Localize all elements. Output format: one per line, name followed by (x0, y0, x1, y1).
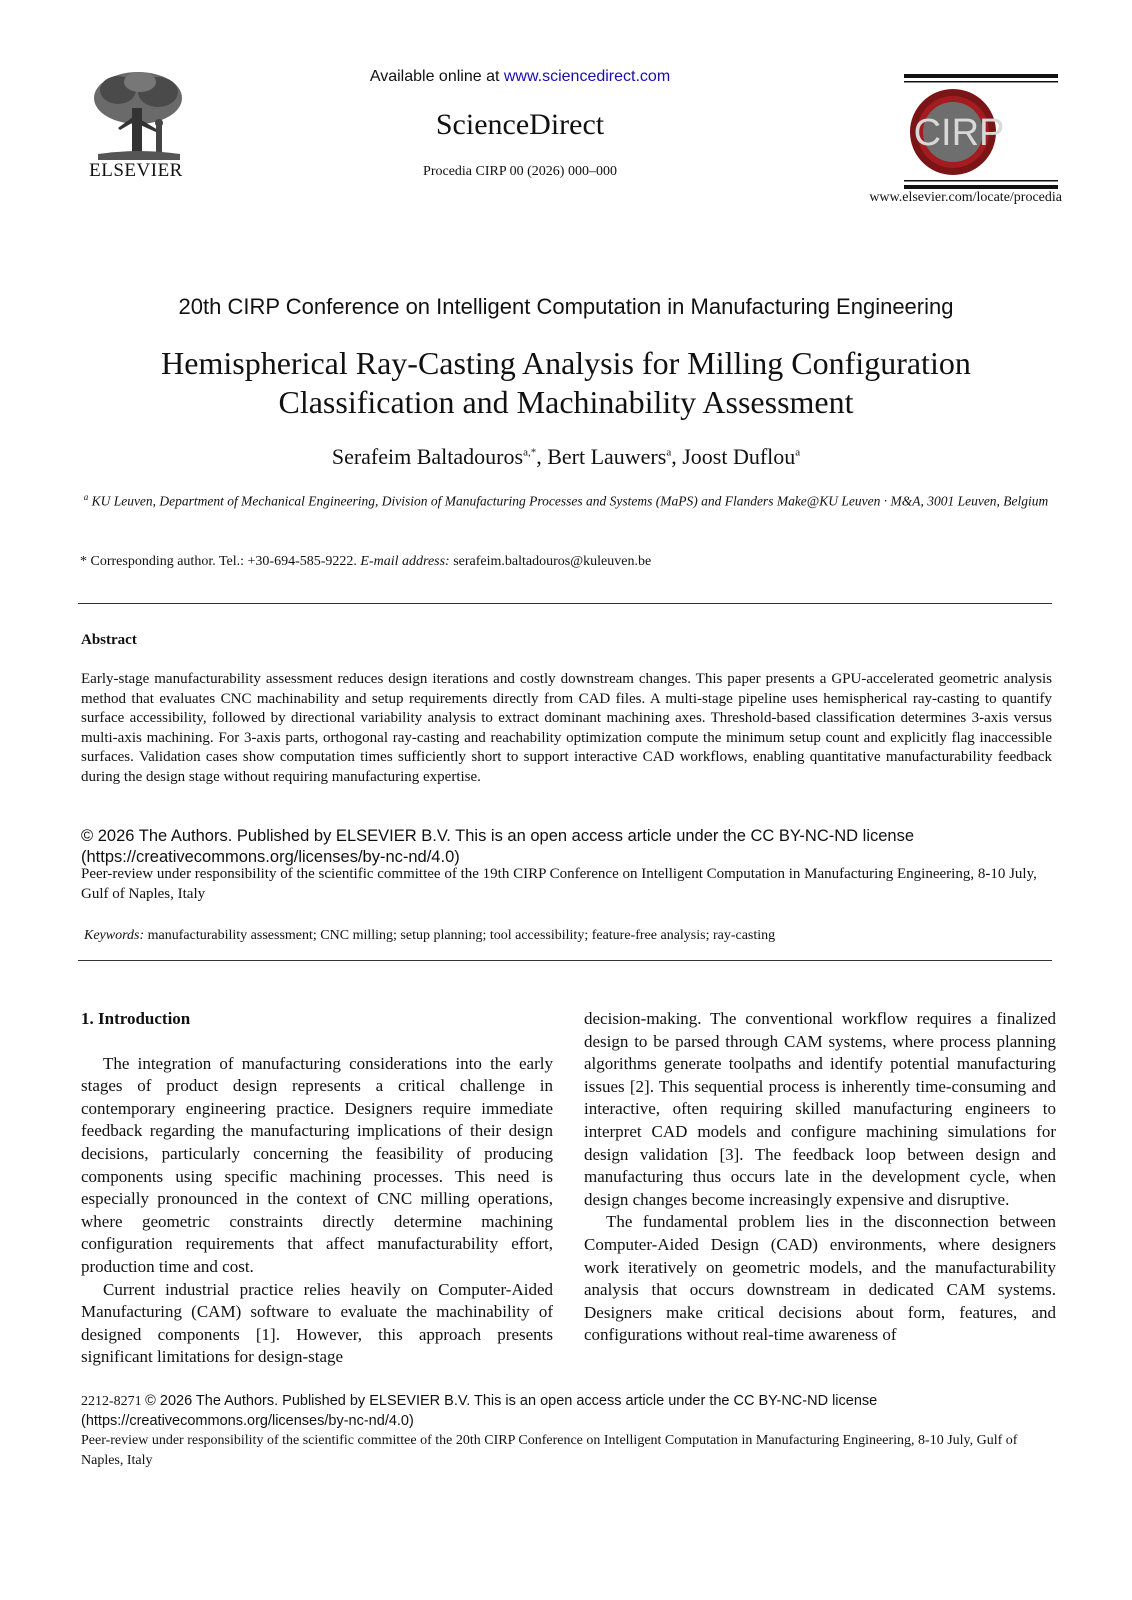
corresponding-author (80, 554, 1052, 570)
author-affiliation-mark: a,* (523, 446, 537, 459)
copyright-line-1: © 2026 The Authors. Published by ELSEVIER B.V. This is an open access article under the CC BY-NC-ND license (81, 827, 915, 845)
author-affiliation-mark: a (795, 446, 801, 459)
body-paragraph: The fundamental problem lies in the disconnection between Computer-Aided Design (CAD) environments, where designers work iteratively on geometric models, and the manufacturability analysis that occurs downstream in dedicated CAM systems. Designers make critical decisions about form, features, and configurations without real-time awareness of (584, 1212, 1056, 1345)
body-paragraph: decision-making. The conventional workflow requires a finalized design to be parsed through CAM systems, where process planning algorithms generate toolpaths and identify potential manufacturing issues [2]. This sequential process is inherently time-consuming and interactive, often requiring skilled manufacturing engineers to interpret CAD models and configure machining simulations for design validation [3]. The feedback loop between design and manufacturing thus occurs late in the development cycle, when design changes become increasingly expensive and disruptive. (584, 1009, 1056, 1209)
affiliation-mark: a (83, 492, 89, 502)
email-address: serafeim.baltadouros@kuleuven.be (453, 554, 652, 569)
divider-bottom (78, 960, 1052, 961)
paper-title (60, 344, 1072, 422)
body-column-left (81, 1008, 553, 1369)
peer-review-notice: Peer-review under responsibility of the scientific committee of the 19th CIRP Conference on Intelligent Computation in Manufacturing Engineering, 8-10 July, Gulf of Naples, Italy (81, 866, 1037, 902)
title-line-2: Classification and Machinability Assessment (278, 384, 854, 420)
abstract-heading: Abstract (81, 632, 137, 648)
abstract-text: Early-stage manufacturability assessment reduces design iterations and costly downstream changes. This paper presents a GPU-accelerated geometric analysis method that evaluates CNC machinability and setup requirements directly from CAD files. A multi-stage pipeline uses hemispherical ray-casting to quantify surface accessibility, followed by directional variability analysis to extract dominant machining axes. Threshold-based classification determines 3-axis versus multi-axis machining. For 3-axis parts, orthogonal ray-casting and reachability optimization compute the minimum setup count and explicitly flag inaccessible surfaces. Validation cases show computation times sufficiently short to support interactive CAD workflows, enabling quantitative manufacturability feedback during the design stage without requiring manufacturing expertise. (81, 671, 1052, 785)
author-name: Joost Duflou (682, 444, 796, 469)
page-footer (81, 1392, 1061, 1470)
author-name: Serafeim Baltadouros (331, 444, 524, 469)
elsevier-wordmark: ELSEVIER (89, 160, 183, 181)
author-name: Bert Lauwers (547, 444, 667, 469)
divider-top (78, 603, 1052, 604)
footer-peer-review: Peer-review under responsibility of the scientific committee of the 20th CIRP Conference on Intelligent Computation in Manufacturing Engineering, 8-10 July, Gulf of Naples, Italy (81, 1433, 1018, 1468)
keywords-text: manufacturability assessment; CNC milling; setup planning; tool accessibility; feature-free analysis; ray-casting (144, 928, 776, 943)
corresponding-prefix: * Corresponding author. Tel.: +30-694-585-9222. (80, 554, 361, 569)
cirp-logo-text: CIRP (913, 112, 1005, 154)
author-list: Serafeim Baltadouros$^{a,*}$, Bert Lauwers$^a$, Joost Duflou$^a$ (331, 444, 801, 469)
journal-reference: Procedia CIRP 00 (2026) 000–000 (423, 164, 617, 179)
issn: 2212-8271 (81, 1394, 146, 1409)
cirp-logo (904, 74, 1058, 192)
email-label: E-mail address: (360, 554, 450, 569)
copyright-line-2: (https://creativecommons.org/licenses/by-nc-nd/4.0) (81, 848, 460, 866)
copyright-notice (81, 826, 1052, 868)
sciencedirect-link[interactable]: www.sciencedirect.com (503, 68, 671, 85)
affiliation-text: KU Leuven, Department of Mechanical Engineering, Division of Manufacturing Processes and Systems (MaPS) and Flanders Make@KU Leuven · M&A, 3001 Leuven, Belgium (91, 493, 1049, 509)
body-paragraph: Current industrial practice relies heavily on Computer-Aided Manufacturing (CAM) software to evaluate the machinability of designed components [1]. However, this approach presents significant limitations for design-stage (81, 1279, 553, 1367)
available-online-line (300, 68, 740, 86)
footer-license-line-2: (https://creativecommons.org/licenses/by-nc-nd/4.0) (81, 1412, 414, 1429)
title-line-1: Hemispherical Ray-Casting Analysis for Milling Configuration (161, 345, 971, 381)
author-affiliation-mark: a (666, 446, 672, 459)
conference-name: 20th CIRP Conference on Intelligent Computation in Manufacturing Engineering (178, 294, 954, 319)
body-column-right (584, 1008, 1056, 1347)
journal-url: www.elsevier.com/locate/procedia (869, 190, 1062, 205)
body-paragraph: The integration of manufacturing considerations into the early stages of product design represents a critical challenge in contemporary engineering practice. Designers require immediate feedback regarding the manufacturing implications of their design decisions, particularly concerning the feasibility of producing components using specific machining processes. This need is especially pronounced in the context of CNC milling operations, where geometric constraints directly determine machining configuration requirements that affect manufacturability effort, production time and cost. (81, 1053, 553, 1276)
footer-license-line-1: © 2026 The Authors. Published by ELSEVIER B.V. This is an open access article under the CC BY-NC-ND license (145, 1393, 878, 1409)
available-prefix: Available online at (369, 68, 504, 85)
affiliation (80, 488, 1052, 511)
section-heading: 1. Introduction (81, 1009, 191, 1028)
keywords (84, 928, 1052, 944)
sciencedirect-title: ScienceDirect (435, 108, 605, 141)
keywords-label: Keywords: (84, 928, 145, 943)
